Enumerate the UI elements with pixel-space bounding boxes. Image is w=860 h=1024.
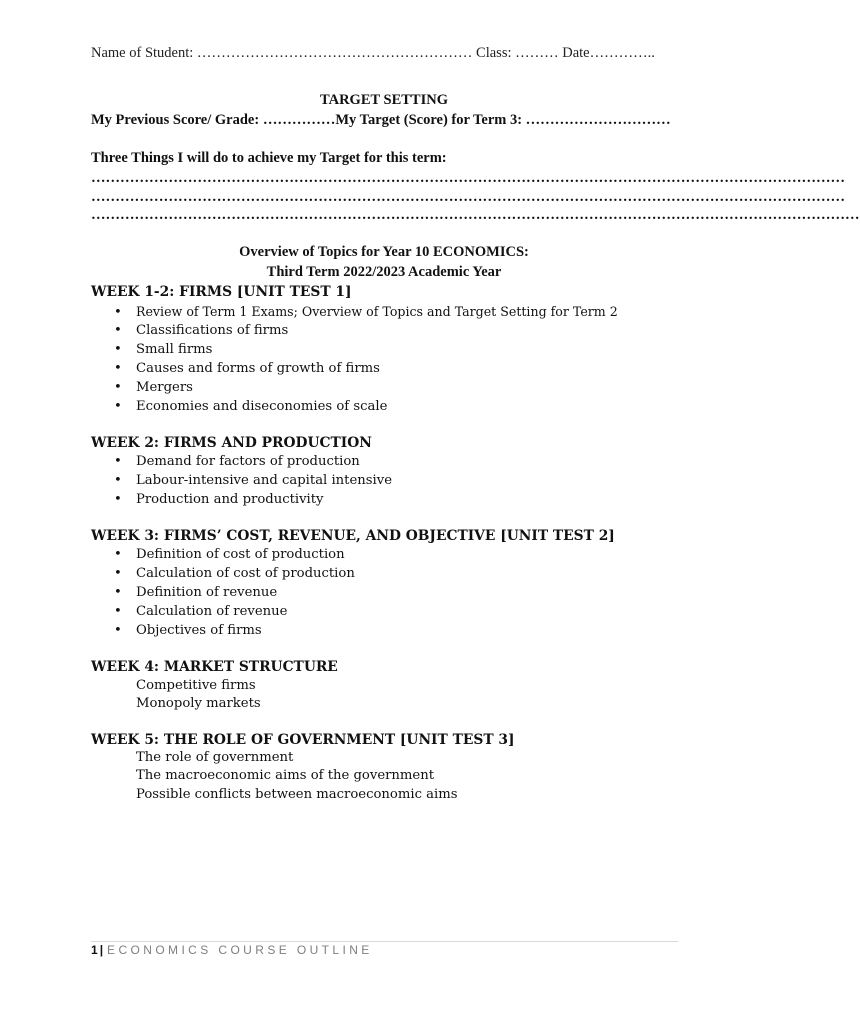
bullet-icon: •	[114, 585, 122, 600]
list-item-text: Demand for factors of production	[136, 454, 360, 469]
week-heading: WEEK 2: FIRMS AND PRODUCTION	[91, 435, 372, 451]
bullet-icon: •	[114, 380, 122, 395]
list-item-text: Causes and forms of growth of firms	[136, 361, 380, 376]
list-item	[114, 585, 277, 600]
footer-divider	[91, 941, 678, 942]
footer-separator: |	[99, 943, 104, 957]
bullet-icon: •	[114, 547, 122, 562]
list-item	[114, 380, 193, 395]
list-item-text: Definition of cost of production	[136, 547, 345, 562]
dotted-answer-line: ……………………………………………………………………………………………………………………………………………	[91, 207, 860, 223]
target-setting-title: TARGET SETTING	[320, 92, 448, 108]
dotted-answer-line: …………………………………………………………………………………………………………………………………………	[91, 170, 845, 186]
bullet-icon: •	[114, 342, 122, 357]
bullet-icon: •	[114, 361, 122, 376]
week-heading: WEEK 3: FIRMS’ COST, REVENUE, AND OBJECTIVE [UNIT TEST 2]	[91, 528, 615, 544]
bullet-icon: •	[114, 323, 122, 338]
footer-label: ECONOMICS COURSE OUTLINE	[107, 943, 373, 957]
page-number: 1	[91, 943, 98, 957]
list-item-text: Calculation of revenue	[136, 604, 288, 619]
list-item	[114, 547, 345, 562]
three-things-heading: Three Things I will do to achieve my Target for this term:	[91, 150, 447, 166]
list-item: Possible conflicts between macroeconomic aims	[136, 787, 458, 802]
student-info-line: Name of Student: ………………………………………………… Class: ……… Date…………..	[91, 45, 655, 61]
score-target-line: My Previous Score/ Grade: ……………My Target (Score) for Term 3: …………………………	[91, 112, 671, 128]
bullet-icon: •	[114, 604, 122, 619]
list-item-text: Production and productivity	[136, 492, 324, 507]
page-footer	[91, 943, 373, 957]
list-item-text: Objectives of firms	[136, 623, 262, 638]
list-item	[114, 361, 380, 376]
list-item	[114, 623, 262, 638]
bullet-icon: •	[114, 492, 122, 507]
list-item	[114, 399, 387, 414]
overview-subtitle: Third Term 2022/2023 Academic Year	[266, 264, 502, 280]
week-heading: WEEK 4: MARKET STRUCTURE	[91, 659, 338, 675]
bullet-icon: •	[114, 399, 122, 414]
list-item	[114, 304, 618, 320]
list-item	[114, 342, 212, 357]
list-item-text: Calculation of cost of production	[136, 566, 355, 581]
list-item	[114, 566, 355, 581]
bullet-icon: •	[114, 305, 122, 320]
week-heading: WEEK 1-2: FIRMS [UNIT TEST 1]	[91, 284, 352, 300]
bullet-icon: •	[114, 566, 122, 581]
list-item: The role of government	[136, 750, 294, 765]
overview-title: Overview of Topics for Year 10 ECONOMICS:	[239, 244, 529, 260]
list-item: Competitive firms	[136, 678, 256, 693]
list-item: Monopoly markets	[136, 696, 261, 711]
list-item	[114, 473, 392, 488]
list-item-text: Classifications of firms	[136, 323, 289, 338]
list-item-text: Definition of revenue	[136, 585, 278, 600]
list-item: The macroeconomic aims of the government	[136, 768, 435, 783]
list-item-text: Mergers	[136, 380, 193, 395]
list-item	[114, 454, 360, 469]
list-item-text: Review of Term 1 Exams; Overview of Topics and Target Setting for Term 2	[136, 304, 618, 319]
bullet-icon: •	[114, 473, 122, 488]
dotted-answer-line: …………………………………………………………………………………………………………………………………………	[91, 189, 845, 205]
list-item	[114, 604, 287, 619]
week-heading: WEEK 5: THE ROLE OF GOVERNMENT [UNIT TEST 3]	[91, 732, 515, 748]
bullet-icon: •	[114, 454, 122, 469]
list-item-text: Labour-intensive and capital intensive	[136, 473, 393, 488]
bullet-icon: •	[114, 623, 122, 638]
list-item	[114, 492, 324, 507]
list-item-text: Small firms	[136, 342, 213, 357]
list-item	[114, 323, 288, 338]
list-item-text: Economies and diseconomies of scale	[136, 399, 388, 414]
